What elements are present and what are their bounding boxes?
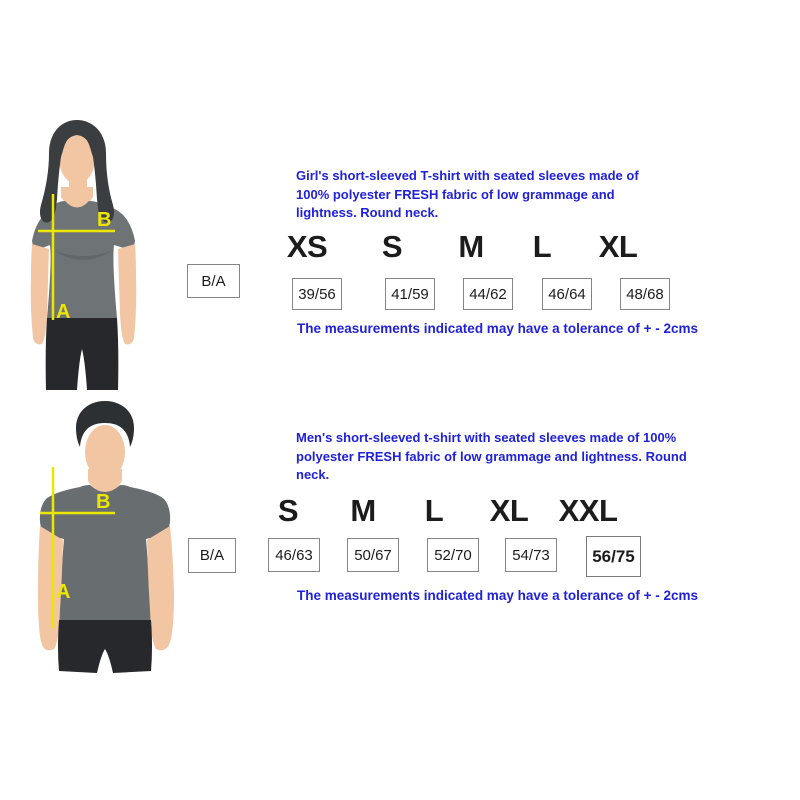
description-line: 100% polyester FRESH fabric of low grammage and: [296, 186, 615, 202]
description-line: polyester FRESH fabric of low grammage and lightness. Round: [296, 448, 687, 464]
size-header-s: S: [381, 229, 403, 264]
size-header-xs: XS: [286, 229, 328, 264]
measurement-box: 52/70: [427, 538, 479, 572]
mens-figure-illustration: [18, 395, 203, 680]
measure-label-a: A: [56, 301, 71, 323]
description-line: lightness. Round neck.: [296, 205, 439, 220]
size-header-m: M: [458, 229, 484, 264]
female-pants: [46, 318, 119, 390]
measurement-box: 56/75: [586, 536, 641, 577]
size-header-l: L: [532, 229, 552, 264]
size-header-xl: XL: [489, 493, 529, 528]
measurement-box: 44/62: [463, 278, 513, 310]
description-line: Men's short-sleeved t-shirt with seated sleeves made of 100%: [296, 430, 677, 445]
male-face: [85, 425, 125, 479]
description-line: neck.: [296, 467, 330, 482]
measure-label-b: B: [96, 491, 111, 513]
measurement-box: 48/68: [620, 278, 670, 310]
product-description: [296, 167, 639, 223]
measurement-box: 39/56: [292, 278, 342, 310]
measurement-box: 41/59: [385, 278, 435, 310]
size-header-m: M: [350, 493, 376, 528]
female-right-arm: [118, 244, 136, 344]
measurement-box: 46/64: [542, 278, 592, 310]
size-header-xxl: XXL: [558, 493, 618, 528]
product-description: [296, 429, 687, 485]
measure-label-b: B: [97, 209, 112, 231]
size-header-s: S: [277, 493, 299, 528]
tolerance-note: The measurements indicated may have a tolerance of + - 2cms: [297, 588, 699, 603]
measurement-box: 46/63: [268, 538, 320, 572]
size-header-xl: XL: [598, 229, 638, 264]
girls-figure-illustration: [25, 113, 190, 395]
measure-label-a: A: [56, 581, 71, 603]
row-label-box: B/A: [187, 264, 240, 298]
measurement-box: 50/67: [347, 538, 399, 572]
row-label-box: B/A: [188, 538, 236, 573]
size-header-l: L: [424, 493, 444, 528]
tolerance-note: The measurements indicated may have a tolerance of + - 2cms: [297, 321, 699, 336]
description-line: Girl's short-sleeved T-shirt with seated sleeves made of: [296, 168, 639, 183]
measurement-box: 54/73: [505, 538, 557, 572]
male-shorts: [58, 620, 152, 673]
female-left-arm: [31, 244, 49, 344]
